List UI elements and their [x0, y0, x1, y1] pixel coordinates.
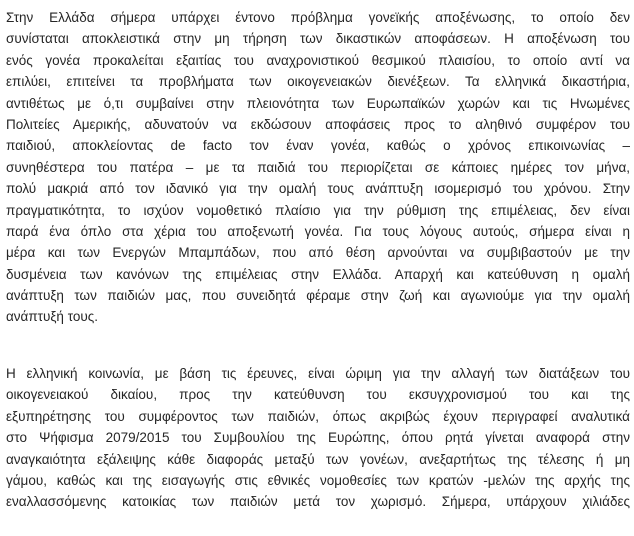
text-line: δυσμένεια των κανόνων της επιμέλειας στην Ελλάδα. Απαρχή και κατεύθυνση η ομαλή [6, 266, 630, 282]
text-line: παιδιού, αποκλείοντας de facto τον έναν γονέα, καθώς ο χρόνος επικοινωνίας – [6, 138, 630, 154]
text-line: πραγματικότητα, το ισχύον νομοθετικό πλαίσιο για την ρύθμιση της επιμέλειας, δεν είναι [6, 202, 630, 218]
text-line: εναλλασσόμενης κατοικίας των παιδιών μετά τον χωρισμό. Σήμερα, υπάρχουν χιλιάδες [6, 494, 630, 510]
text-line: αναγκαιότητα εξάλειψης κάθε διαφοράς μεταξύ των γονέων, ανεξαρτήτως της τέλεσης ή μη [6, 451, 630, 467]
text-line: ενός γονέα προκαλείται εξαιτίας του αναχρονιστικού θεσμικού πλαισίου, το οποίο αντί να [6, 52, 630, 68]
text-line: ανάπτυξή τους. [6, 309, 98, 325]
text-line: Πολιτείες Αμερικής, αδυνατούν να εκδώσουν αποφάσεις προς το αληθινό συμφέρον του [6, 116, 630, 132]
text-line: μέρα και των Ενεργών Μπαμπάδων, που από θέση αρνούνται να συμβιβαστούν με την [6, 245, 630, 261]
text-line: στο Ψήφισμα 2079/2015 του Συμβουλίου της Ευρώπης, όπου ρητά γίνεται αναφορά στην [6, 430, 630, 446]
text-line: Η ελληνική κοινωνία, με βάση τις έρευνες, είναι ώριμη για την αλλαγή των διατάξεων του [6, 366, 630, 381]
text-line: συνηθέστερα του πατέρα – με τα παιδιά του περιορίζεται σε κάποιες ημέρες τον μήνα, [6, 159, 630, 175]
text-line: εξυπηρέτησης του συμφέροντος των παιδιών, όπως ακριβώς έχουν περιγραφεί αναλυτικά [6, 408, 630, 424]
paragraph-family-law-reform [6, 363, 630, 513]
text-line: ανάπτυξη των παιδιών μας, που συνειδητά φέραμε στην ζωή και αγωνιούμε για την ομαλή [6, 288, 630, 304]
text-line: Στην Ελλάδα σήμερα υπάρχει έντονο πρόβλημα γονεϊκής αποξένωσης, το οποίο δεν [6, 10, 630, 25]
text-line: πολύ μακριά από τον ιδανικό για την ομαλή τους ανάπτυξη ισομερισμό του χρόνου. Στην [6, 181, 630, 197]
text-line: επιλύει, επιτείνει τα προβλήματα των οικογενειακών διενέξεων. Τα ελληνικά δικαστήρια, [6, 74, 630, 90]
text-line: γάμου, καθώς και της εισαγωγής στις εθνικές νομοθεσίες των κρατών -μελών της αρχής της [6, 472, 630, 488]
text-line: οικογενειακού δικαίου, προς την κατεύθυνση του εκσυγχρονισμού του και της [6, 387, 630, 403]
paragraph-parental-alienation [6, 7, 630, 328]
text-line: συνίσταται αποκλειστικά στην μη τήρηση των δικαστικών αποφάσεων. Η αποξένωση του [6, 31, 630, 47]
text-line: αντιθέτως με ό,τι συμβαίνει στην πλειονότητα των Ευρωπαϊκών χωρών και τις Ηνωμένες [6, 95, 630, 111]
text-line: παρά ένα όπλο στα χέρια του αποξενωτή γονέα. Για τους λόγους αυτούς, σήμερα είναι η [6, 223, 630, 239]
